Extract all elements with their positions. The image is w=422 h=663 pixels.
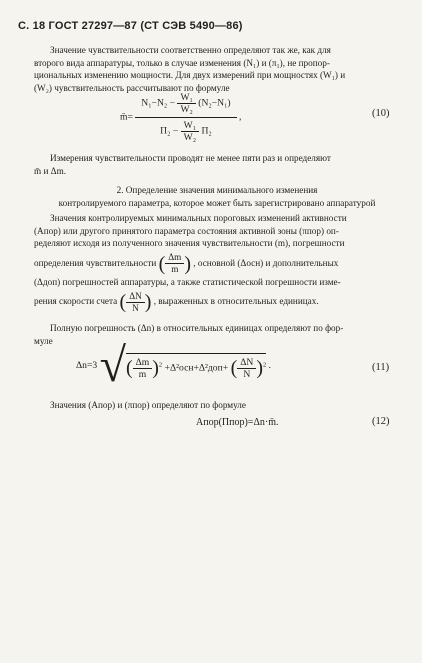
fraction-numerator: Δm	[133, 357, 153, 369]
text-line: Значения контролируемых минимальных пороговых изменений активности	[50, 213, 347, 223]
text-line: Полную погрешность (Δn) в относительных единицах определяют по фор-	[50, 323, 344, 333]
fraction-numerator: Δm	[165, 252, 184, 264]
ratio-denominator: W₂	[183, 132, 197, 143]
fraction-denominator: m	[138, 368, 147, 380]
page-header: С. 18 ГОСТ 27297—87 (СТ СЭВ 5490—86)	[18, 20, 243, 32]
section-title-line: контролируемого параметра, которое может быть зарегистрировано аппаратурой	[58, 197, 376, 208]
text-line: m̄ и Δm.	[34, 165, 67, 176]
paren-left: (	[119, 291, 127, 314]
fraction-denominator: N	[132, 302, 139, 313]
fraction-denominator: N	[243, 368, 251, 380]
equation-10	[120, 92, 241, 143]
text-line: (W₂) чувствительность рассчитывают по формуле	[34, 82, 230, 93]
text-line: (Aпор) или другого принятого параметра состояния активной зоны (πпор) оп-	[34, 225, 339, 236]
text-line: Значения (Aпор) и (πпор) определяют по формуле	[50, 400, 246, 410]
fraction-denominator: m	[171, 264, 179, 275]
text-line	[34, 250, 400, 276]
text-line: Измерения чувствительности проводят не менее пяти раз и определяют	[50, 153, 331, 163]
text-fragment: , выраженных в относительных единицах.	[153, 296, 319, 307]
paren-left: (	[230, 356, 238, 379]
ratio-numerator: W₁	[177, 92, 195, 104]
equation-12: Aпор(Πпор)=Δn·m̄.	[196, 417, 279, 428]
main-numerator	[135, 92, 236, 118]
equation-lhs: m̄=	[120, 111, 133, 123]
fraction-numerator: ΔN	[237, 357, 256, 369]
ratio-numerator: W₁	[181, 120, 199, 132]
numerator-term: (N₂−N₁)	[198, 97, 231, 109]
sqrt-sign: √	[99, 339, 126, 392]
equation-lhs: Δn=3	[76, 360, 98, 372]
paragraph-total-error	[34, 322, 400, 347]
paragraph-threshold-values	[34, 212, 400, 314]
text-fragment: , основной (Δосн) и дополнительных	[193, 257, 339, 268]
equation-number-12: (12)	[372, 416, 390, 427]
text-line: второго вида аппаратуры, только в случае изменения (N₁) и (π₁), не пропор-	[34, 57, 330, 68]
inline-fraction	[126, 291, 145, 314]
paren-right: )	[152, 356, 159, 379]
numerator-term: N₁−N₂ −	[141, 97, 176, 109]
radicand	[126, 353, 266, 380]
equation-number-10: (10)	[372, 108, 390, 119]
denominator-term: Π₂ −	[160, 125, 179, 137]
fraction-numerator: ΔN	[126, 291, 145, 303]
paragraph-threshold-formula	[34, 399, 400, 412]
exponent: 2	[263, 361, 267, 369]
paragraph-sensitivity-second-kind	[34, 44, 400, 94]
paren-left: (	[158, 252, 166, 275]
text-line: циональных изменению мощности. Для двух измерений при мощностях (W₁) и	[34, 70, 346, 81]
paren-left: (	[125, 356, 133, 379]
paren-right: )	[256, 356, 264, 379]
equation-11	[76, 339, 272, 392]
equation-punctuation: .	[268, 360, 272, 372]
inline-fraction	[165, 252, 184, 275]
weight-ratio	[181, 120, 199, 143]
weight-ratio	[177, 92, 195, 115]
paren-right: )	[184, 252, 191, 275]
paren-right: )	[144, 291, 152, 314]
denominator-term: Π₂	[201, 125, 212, 137]
text-line	[34, 288, 400, 314]
text-line: (Δдоп) погрешностей аппаратуры, а также статистической погрешности изме-	[34, 276, 341, 287]
main-denominator	[135, 118, 236, 143]
equation-number-11: (11)	[372, 362, 390, 373]
section-title-line: 2. Определение значения минимального изменения	[116, 185, 318, 195]
text-fragment: определения чувствительности	[34, 257, 157, 268]
fraction-dn-n	[237, 357, 256, 380]
fraction-dm-m	[133, 357, 153, 380]
text-line: Значение чувствительности соответственно определяют так же, как для	[50, 45, 331, 55]
text-line: муле	[34, 335, 53, 346]
paragraph-measurement-repeat	[34, 152, 400, 177]
exponent: 2	[158, 361, 163, 369]
section-heading	[34, 184, 400, 209]
ratio-denominator: W₂	[180, 104, 193, 115]
radicand-middle: +Δ²осн+Δ²доп+	[164, 362, 229, 374]
text-fragment: рения скорости счета	[34, 296, 118, 307]
equation-punctuation: ,	[239, 111, 242, 123]
text-line: ределяют исходя из полученного значения чувствительности (m), погрешности	[34, 238, 345, 249]
main-fraction	[135, 92, 236, 143]
